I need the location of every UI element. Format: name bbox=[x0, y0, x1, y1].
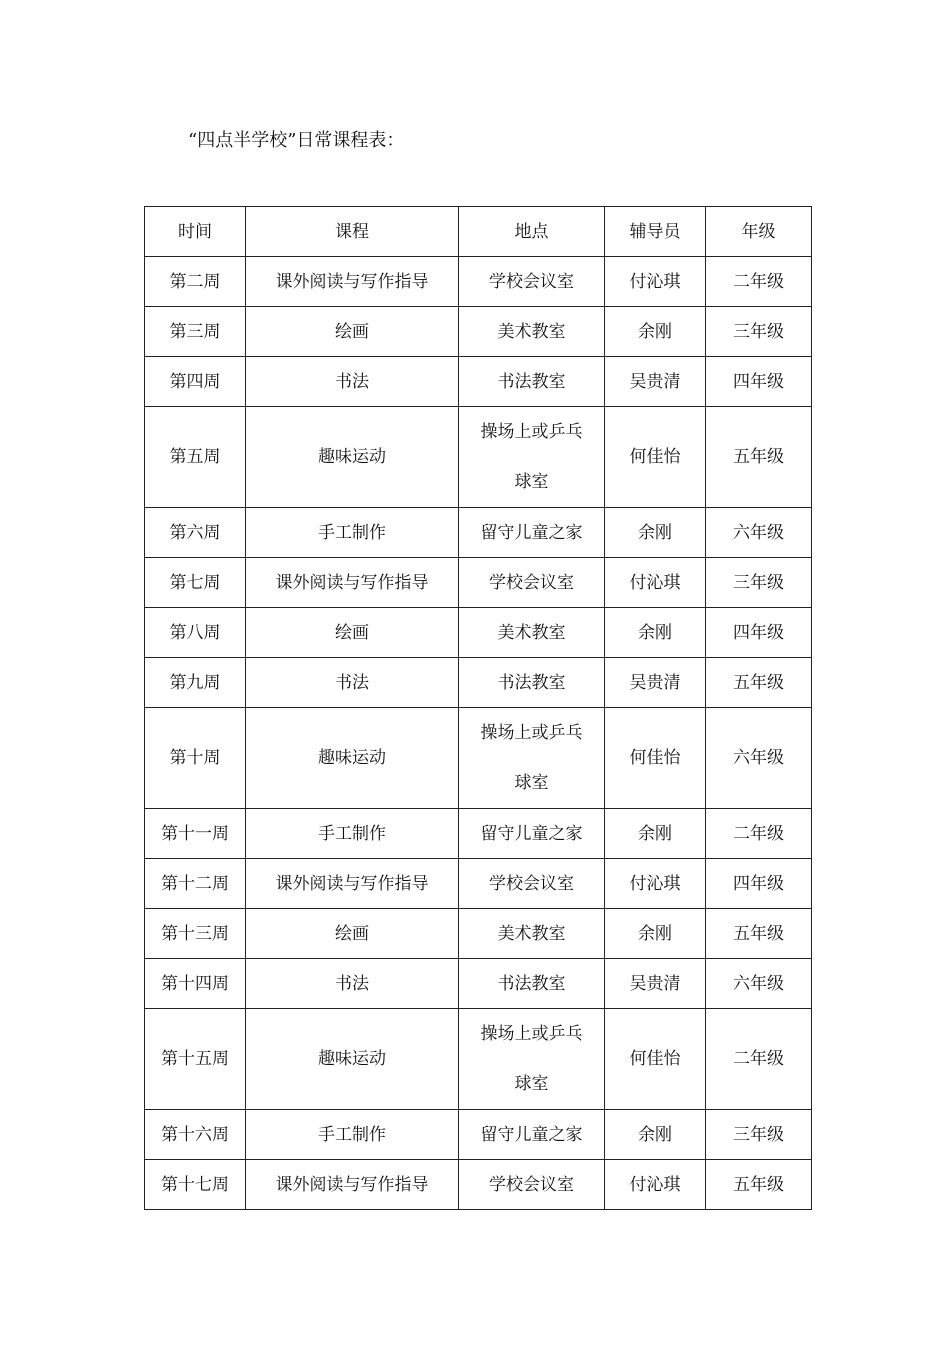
cell-time: 第十三周 bbox=[145, 909, 246, 959]
cell-grade: 六年级 bbox=[706, 959, 812, 1009]
cell-tutor: 余刚 bbox=[605, 508, 706, 558]
table-row bbox=[145, 708, 812, 809]
cell-time: 第十六周 bbox=[145, 1110, 246, 1160]
cell-place: 书法教室 bbox=[459, 959, 605, 1009]
cell-grade: 四年级 bbox=[706, 608, 812, 658]
cell-grade: 三年级 bbox=[706, 1110, 812, 1160]
cell-time: 第四周 bbox=[145, 357, 246, 407]
table-row bbox=[145, 608, 812, 658]
cell-place-line: 球室 bbox=[514, 773, 549, 793]
cell-place: 学校会议室 bbox=[459, 1160, 605, 1210]
table-row bbox=[145, 508, 812, 558]
cell-tutor: 余刚 bbox=[605, 307, 706, 357]
cell-place-line: 操场上或乒乓 bbox=[480, 1024, 583, 1044]
cell-grade: 五年级 bbox=[706, 1160, 812, 1210]
table-body bbox=[145, 257, 812, 1210]
cell-place: 学校会议室 bbox=[459, 257, 605, 307]
table-row bbox=[145, 307, 812, 357]
cell-course: 趣味运动 bbox=[246, 708, 459, 809]
cell-grade: 六年级 bbox=[706, 508, 812, 558]
cell-time: 第十四周 bbox=[145, 959, 246, 1009]
cell-course: 课外阅读与写作指导 bbox=[246, 257, 459, 307]
cell-time: 第十二周 bbox=[145, 859, 246, 909]
cell-course: 书法 bbox=[246, 658, 459, 708]
cell-course: 课外阅读与写作指导 bbox=[246, 558, 459, 608]
cell-place: 留守儿童之家 bbox=[459, 508, 605, 558]
cell-course: 书法 bbox=[246, 357, 459, 407]
cell-time: 第二周 bbox=[145, 257, 246, 307]
cell-course: 书法 bbox=[246, 959, 459, 1009]
table-row bbox=[145, 959, 812, 1009]
cell-time: 第十周 bbox=[145, 708, 246, 809]
cell-time: 第七周 bbox=[145, 558, 246, 608]
cell-grade: 四年级 bbox=[706, 859, 812, 909]
cell-time: 第三周 bbox=[145, 307, 246, 357]
cell-course: 课外阅读与写作指导 bbox=[246, 859, 459, 909]
cell-course: 趣味运动 bbox=[246, 1009, 459, 1110]
cell-place-line: 球室 bbox=[514, 1074, 549, 1094]
cell-grade: 二年级 bbox=[706, 1009, 812, 1110]
table-row bbox=[145, 1160, 812, 1210]
cell-tutor: 余刚 bbox=[605, 809, 706, 859]
cell-tutor: 吴贵清 bbox=[605, 959, 706, 1009]
cell-time: 第六周 bbox=[145, 508, 246, 558]
table-row bbox=[145, 1009, 812, 1110]
cell-tutor: 付沁琪 bbox=[605, 1160, 706, 1210]
table-row bbox=[145, 257, 812, 307]
cell-grade: 五年级 bbox=[706, 658, 812, 708]
table-row bbox=[145, 909, 812, 959]
cell-grade: 二年级 bbox=[706, 257, 812, 307]
cell-tutor: 何佳怡 bbox=[605, 407, 706, 508]
cell-tutor: 付沁琪 bbox=[605, 859, 706, 909]
cell-place bbox=[459, 708, 605, 809]
table-row bbox=[145, 658, 812, 708]
cell-place bbox=[459, 407, 605, 508]
cell-place: 美术教室 bbox=[459, 608, 605, 658]
cell-course: 趣味运动 bbox=[246, 407, 459, 508]
cell-place: 书法教室 bbox=[459, 658, 605, 708]
cell-tutor: 何佳怡 bbox=[605, 1009, 706, 1110]
table-header-row bbox=[145, 207, 812, 257]
table-row bbox=[145, 1110, 812, 1160]
table-row bbox=[145, 558, 812, 608]
table-row bbox=[145, 809, 812, 859]
cell-time: 第十七周 bbox=[145, 1160, 246, 1210]
cell-tutor: 余刚 bbox=[605, 608, 706, 658]
header-grade: 年级 bbox=[706, 207, 812, 257]
cell-course: 绘画 bbox=[246, 608, 459, 658]
cell-tutor: 余刚 bbox=[605, 1110, 706, 1160]
cell-grade: 二年级 bbox=[706, 809, 812, 859]
cell-grade: 五年级 bbox=[706, 909, 812, 959]
header-course: 课程 bbox=[246, 207, 459, 257]
cell-time: 第八周 bbox=[145, 608, 246, 658]
cell-course: 绘画 bbox=[246, 909, 459, 959]
cell-place-line: 球室 bbox=[514, 472, 549, 492]
cell-place: 美术教室 bbox=[459, 307, 605, 357]
cell-place: 书法教室 bbox=[459, 357, 605, 407]
table-row bbox=[145, 357, 812, 407]
course-schedule-table bbox=[144, 206, 812, 1210]
cell-tutor: 吴贵清 bbox=[605, 658, 706, 708]
header-time: 时间 bbox=[145, 207, 246, 257]
cell-place: 学校会议室 bbox=[459, 558, 605, 608]
cell-course: 手工制作 bbox=[246, 809, 459, 859]
cell-place: 留守儿童之家 bbox=[459, 1110, 605, 1160]
cell-grade: 四年级 bbox=[706, 357, 812, 407]
header-tutor: 辅导员 bbox=[605, 207, 706, 257]
cell-time: 第五周 bbox=[145, 407, 246, 508]
cell-place: 美术教室 bbox=[459, 909, 605, 959]
cell-tutor: 余刚 bbox=[605, 909, 706, 959]
table-row bbox=[145, 407, 812, 508]
document-title: “四点半学校”日常课程表： bbox=[188, 130, 405, 151]
cell-tutor: 何佳怡 bbox=[605, 708, 706, 809]
cell-course: 手工制作 bbox=[246, 1110, 459, 1160]
cell-place: 学校会议室 bbox=[459, 859, 605, 909]
cell-time: 第十一周 bbox=[145, 809, 246, 859]
cell-place-line: 操场上或乒乓 bbox=[480, 422, 583, 442]
cell-tutor: 付沁琪 bbox=[605, 257, 706, 307]
cell-time: 第九周 bbox=[145, 658, 246, 708]
cell-course: 课外阅读与写作指导 bbox=[246, 1160, 459, 1210]
cell-grade: 三年级 bbox=[706, 307, 812, 357]
cell-grade: 三年级 bbox=[706, 558, 812, 608]
cell-place: 留守儿童之家 bbox=[459, 809, 605, 859]
cell-course: 绘画 bbox=[246, 307, 459, 357]
cell-course: 手工制作 bbox=[246, 508, 459, 558]
header-place: 地点 bbox=[459, 207, 605, 257]
cell-time: 第十五周 bbox=[145, 1009, 246, 1110]
cell-place-line: 操场上或乒乓 bbox=[480, 723, 583, 743]
table-row bbox=[145, 859, 812, 909]
cell-tutor: 付沁琪 bbox=[605, 558, 706, 608]
cell-tutor: 吴贵清 bbox=[605, 357, 706, 407]
cell-place bbox=[459, 1009, 605, 1110]
cell-grade: 六年级 bbox=[706, 708, 812, 809]
cell-grade: 五年级 bbox=[706, 407, 812, 508]
